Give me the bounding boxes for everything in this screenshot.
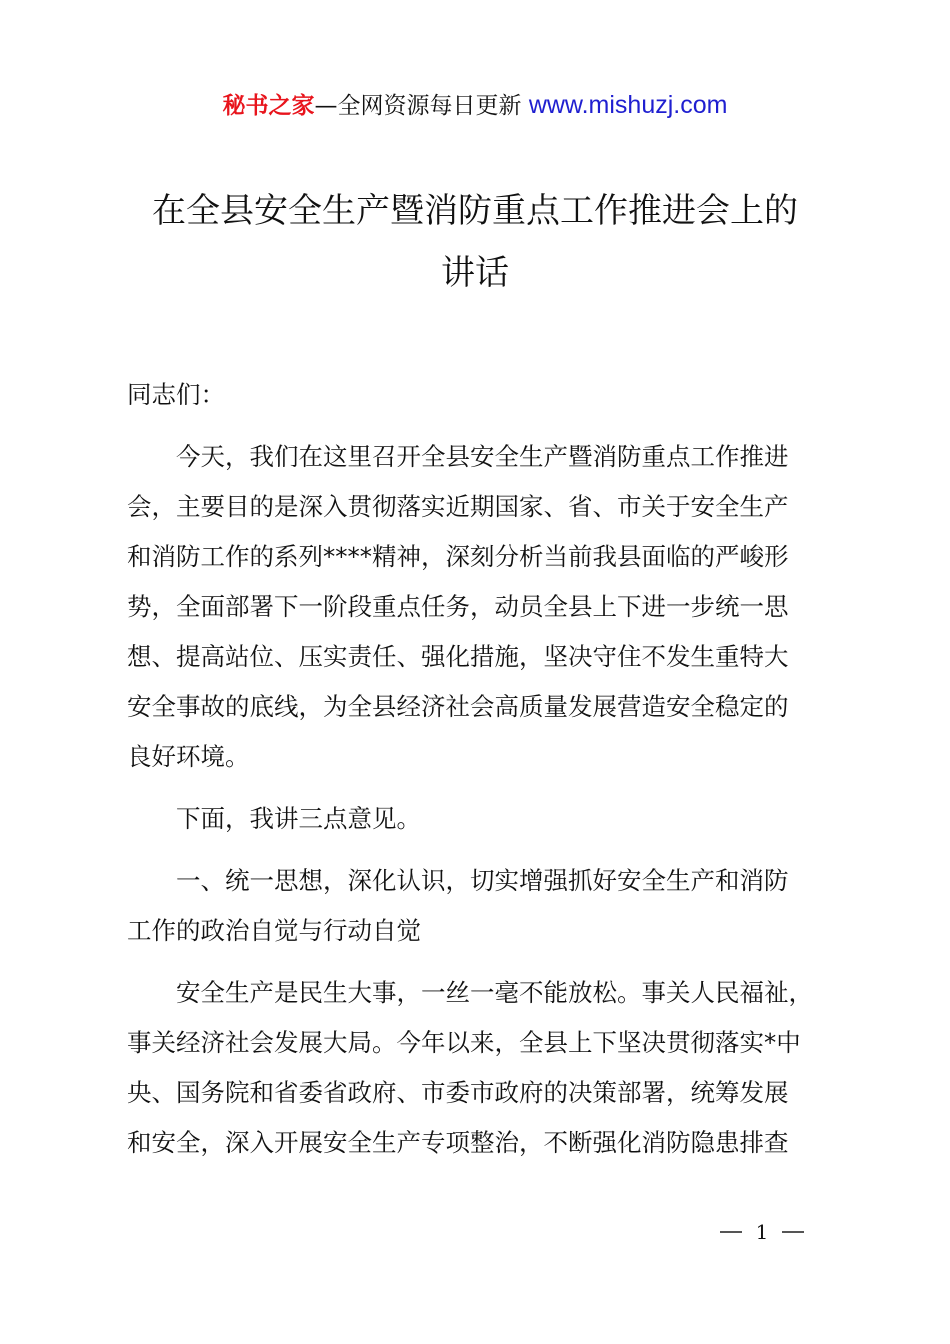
text-line: 事关经济社会发展大局。今年以来，全县上下坚决贯彻落实*中 <box>127 1028 801 1057</box>
text-line: 会，主要目的是深入贯彻落实近期国家、省、市关于安全生产 <box>127 492 789 521</box>
heading-line: 工作的政治自觉与行动自觉 <box>127 916 421 945</box>
header-slogan: —全网资源每日更新 <box>314 93 522 119</box>
text-line: 安全生产是民生大事，一丝一毫不能放松。事关人民福祉， <box>176 978 813 1007</box>
text-line: 今天，我们在这里召开全县安全生产暨消防重点工作推进 <box>176 442 789 471</box>
text-line: 良好环境。 <box>127 742 250 771</box>
site-watermark-header <box>0 88 950 123</box>
page-number-text: 1 <box>755 1220 769 1244</box>
title-line: 讲话 <box>441 253 509 293</box>
site-link[interactable]: www.mishuzj.com <box>528 91 728 119</box>
document-title <box>0 180 950 304</box>
title-line: 在全县安全生产暨消防重点工作推进会上的 <box>152 191 798 231</box>
dash-right <box>782 1231 804 1233</box>
text-line: 和消防工作的系列****精神，深刻分析当前我县面临的严峻形 <box>127 542 789 571</box>
document-body <box>127 370 837 1180</box>
heading-line: 一、统一思想，深化认识，切实增强抓好安全生产和消防 <box>176 866 789 895</box>
text-line: 安全事故的底线，为全县经济社会高质量发展营造安全稳定的 <box>127 692 789 721</box>
paragraph-intro <box>127 432 837 782</box>
salutation <box>127 370 837 420</box>
text-line: 央、国务院和省委省政府、市委市政府的决策部署，统筹发展 <box>127 1078 789 1107</box>
brand-name: 秘书之家 <box>222 93 315 119</box>
salutation-text: 同志们： <box>127 380 225 409</box>
text-line: 和安全，深入开展安全生产专项整治，不断强化消防隐患排查 <box>127 1128 789 1157</box>
page-number <box>712 1220 812 1244</box>
text-line: 想、提高站位、压实责任、强化措施，坚决守住不发生重特大 <box>127 642 789 671</box>
text-line: 下面，我讲三点意见。 <box>176 804 421 833</box>
paragraph-transition <box>127 794 837 844</box>
text-line: 势，全面部署下一阶段重点任务，动员全县上下进一步统一思 <box>127 592 789 621</box>
section-heading-1 <box>127 856 837 956</box>
dash-left <box>720 1231 742 1233</box>
paragraph-safety <box>127 968 837 1168</box>
